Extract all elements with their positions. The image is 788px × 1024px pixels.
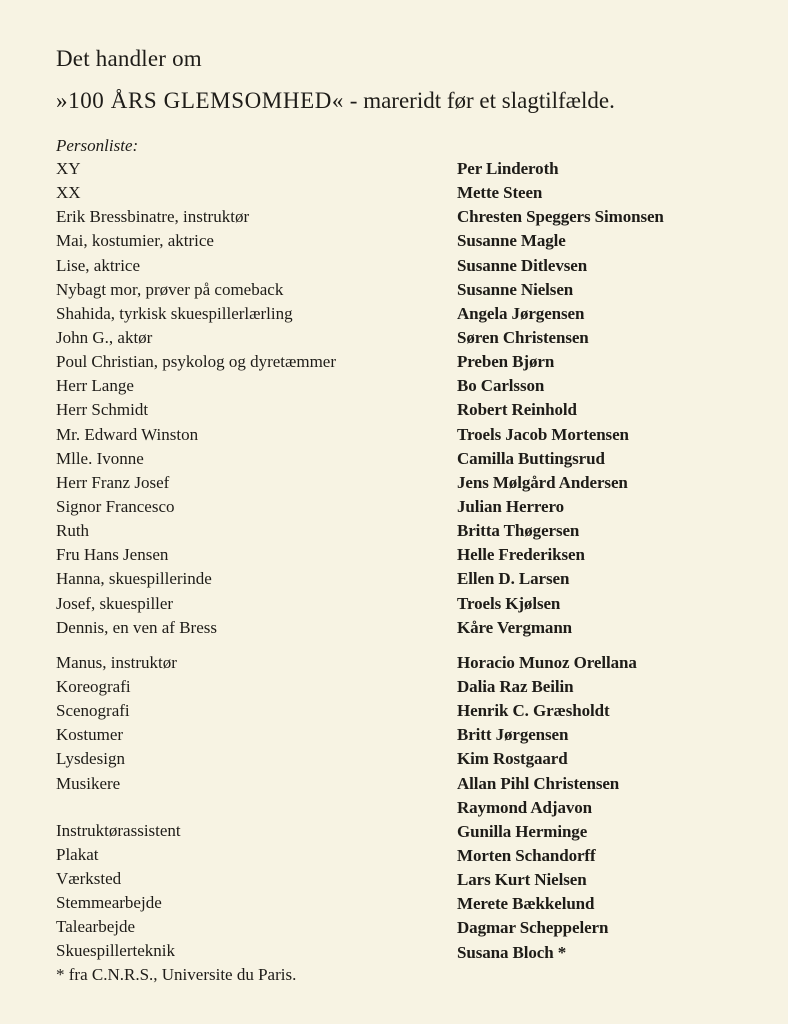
actor-name: Preben Bjørn	[457, 352, 555, 372]
role-item: Hanna, skuespillerinde	[56, 569, 212, 589]
role-item: Dennis, en ven af Bress	[56, 617, 217, 637]
names-column	[457, 157, 664, 965]
actor-name: Julian Herrero	[457, 496, 565, 516]
actor-name: Søren Christensen	[457, 327, 589, 347]
actor-name: Robert Reinhold	[457, 400, 577, 420]
section-spacer	[457, 640, 664, 651]
intro-line: Det handler om	[56, 46, 202, 71]
role-item: Nybagt mor, prøver på comeback	[56, 279, 284, 299]
crew-name: Dalia Raz Beilin	[457, 676, 574, 696]
play-title: »100 ÅRS GLEMSOMHED«	[56, 88, 345, 113]
crew-name: Gunilla Herminge	[457, 821, 588, 841]
section-spacer	[56, 796, 336, 819]
crew-name: Susana Bloch *	[457, 942, 567, 962]
actor-name: Susanne Magle	[457, 231, 566, 251]
role-item: Fru Hans Jensen	[56, 545, 169, 565]
title-line	[56, 88, 615, 114]
actor-name: Helle Frederiksen	[457, 545, 585, 565]
role-item: John G., aktør	[56, 327, 153, 347]
crew-name: Horacio Munoz Orellana	[457, 652, 637, 672]
section-spacer	[56, 640, 336, 651]
actor-name: Kåre Vergmann	[457, 617, 573, 637]
actor-name: Chresten Speggers Simonsen	[457, 207, 664, 227]
play-subtitle: - mareridt før et slagtilfælde.	[349, 88, 615, 113]
crew-role-item: Manus, instruktør	[56, 652, 177, 672]
crew-name: Allan Pihl Christensen	[457, 773, 620, 793]
role-item: Josef, skuespiller	[56, 593, 174, 613]
role-item: Shahida, tyrkisk skuespillerlærling	[56, 303, 293, 323]
role-item: Mlle. Ivonne	[56, 448, 144, 468]
crew-role-item: Stemmearbejde	[56, 893, 162, 913]
actor-name: Bo Carlsson	[457, 376, 545, 396]
crew-role-item: Scenografi	[56, 701, 130, 721]
crew-name: Henrik C. Græsholdt	[457, 701, 610, 721]
roles-column	[56, 157, 336, 964]
crew-name: Kim Rostgaard	[457, 749, 568, 769]
footnote: * fra C.N.R.S., Universite du Paris.	[56, 965, 297, 984]
crew-role-item: Instruktørassistent	[56, 820, 181, 840]
crew-role-item: Værksted	[56, 868, 122, 888]
actor-name: Ellen D. Larsen	[457, 569, 570, 589]
role-item: Ruth	[56, 521, 90, 541]
actor-name: Britta Thøgersen	[457, 521, 580, 541]
actor-name: Troels Jacob Mortensen	[457, 424, 629, 444]
crew-role-item: Skuespillerteknik	[56, 941, 175, 961]
crew-role-item: Kostumer	[56, 725, 124, 745]
actor-name: Camilla Buttingsrud	[457, 448, 605, 468]
actor-name: Susanne Nielsen	[457, 279, 574, 299]
role-item: Lise, aktrice	[56, 255, 141, 275]
role-item: Poul Christian, psykolog og dyretæmmer	[56, 352, 337, 372]
role-item: XY	[56, 159, 81, 178]
actor-name: Troels Kjølsen	[457, 593, 561, 613]
role-item: Erik Bressbinatre, instruktør	[56, 207, 250, 227]
role-item: Herr Franz Josef	[56, 472, 170, 492]
crew-role-item: Koreografi	[56, 676, 131, 696]
crew-name: Britt Jørgensen	[457, 725, 569, 745]
actor-name: Per Linderoth	[457, 159, 559, 178]
crew-name: Raymond Adjavon	[457, 797, 593, 817]
crew-name: Morten Schandorff	[457, 845, 596, 865]
role-item: Herr Schmidt	[56, 400, 149, 420]
role-item: Signor Francesco	[56, 496, 175, 516]
crew-role-item: Plakat	[56, 844, 99, 864]
crew-role-item: Talearbejde	[56, 917, 136, 937]
crew-name: Merete Bækkelund	[457, 894, 595, 914]
actor-name: Jens Mølgård Andersen	[457, 472, 628, 492]
actor-name: Mette Steen	[457, 183, 543, 203]
role-item: XX	[56, 183, 81, 203]
cast-heading: Personliste:	[56, 136, 139, 155]
crew-name: Dagmar Scheppelern	[457, 918, 609, 938]
actor-name: Angela Jørgensen	[457, 303, 585, 323]
role-item: Herr Lange	[56, 376, 134, 396]
crew-role-item: Lysdesign	[56, 749, 125, 769]
role-item: Mai, kostumier, aktrice	[56, 231, 214, 251]
crew-role-item: Musikere	[56, 773, 121, 793]
crew-name: Lars Kurt Nielsen	[457, 870, 587, 890]
role-item: Mr. Edward Winston	[56, 424, 199, 444]
actor-name: Susanne Ditlevsen	[457, 255, 588, 275]
